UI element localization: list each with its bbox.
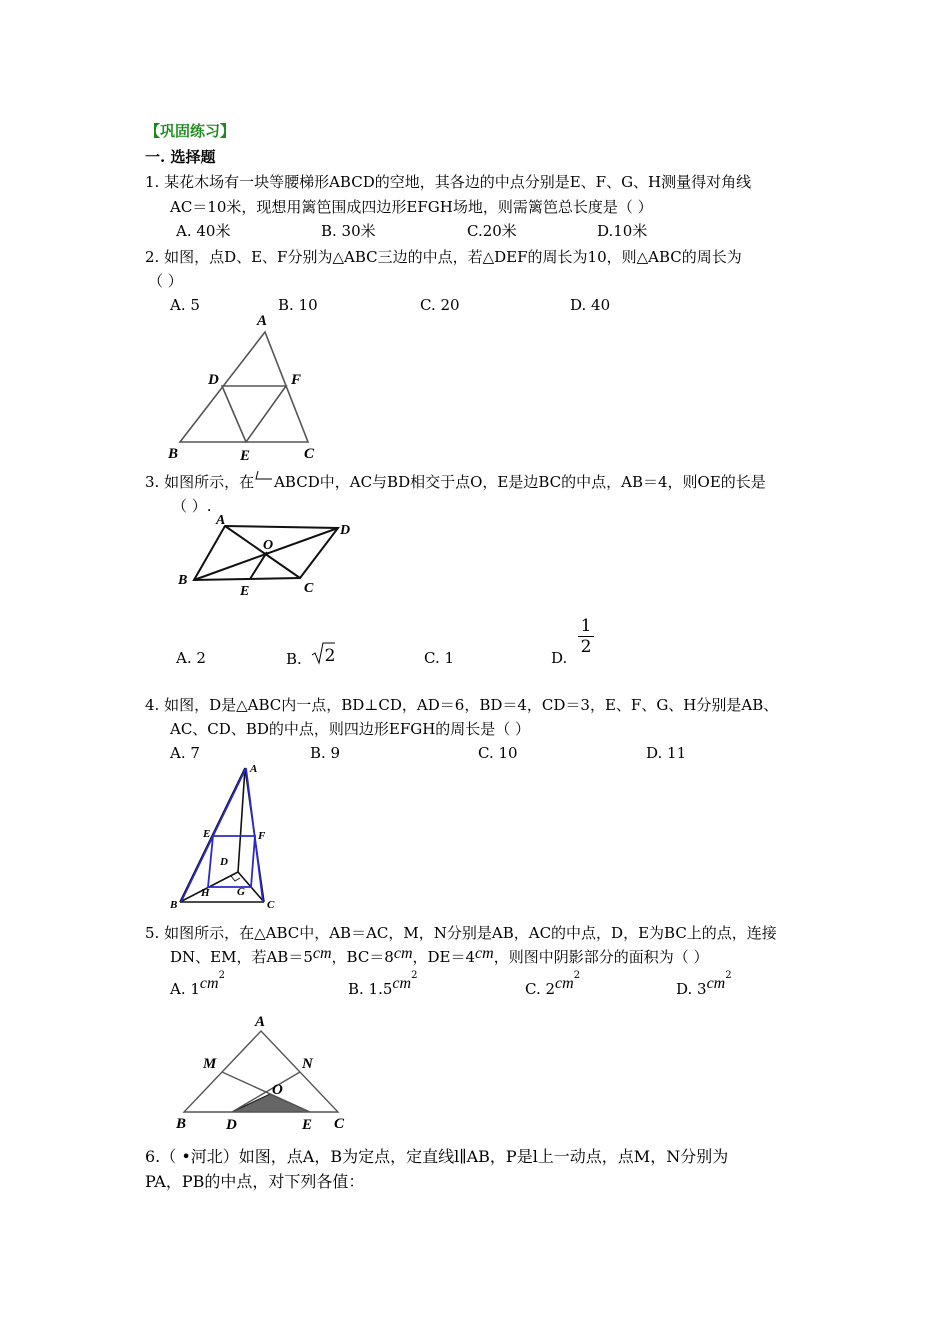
- q4-label-e: E: [203, 828, 211, 840]
- q2-label-a: A: [257, 313, 268, 329]
- q3-parallelogram-figure: [170, 508, 370, 603]
- q2-option-b: B. 10: [278, 296, 318, 314]
- q1-line2: AC＝10米，现想用篱笆围成四边形EFGH场地，则需篱笆总长度是（ ）: [170, 198, 653, 216]
- q3-option-b: B. 2: [286, 649, 323, 669]
- q5-label-e: E: [302, 1117, 313, 1133]
- q2-label-b: B: [168, 446, 179, 462]
- q5-label-n: N: [302, 1056, 313, 1072]
- q6-line2: PA，PB的中点，对下列各值：: [145, 1172, 365, 1191]
- q5-option-c: C. $2cm^2$: [525, 970, 581, 998]
- q5-option-a: A. $1cm^2$: [170, 970, 225, 998]
- q3-option-c: C. 1: [424, 649, 455, 667]
- q3-option-d: D.: [551, 649, 568, 667]
- q3-label-o: O: [263, 538, 274, 553]
- q3-label-c: C: [304, 581, 314, 596]
- section-title: 一. 选择题: [145, 148, 216, 166]
- q4-option-b: B. 9: [310, 744, 341, 762]
- q5-label-c: C: [334, 1116, 345, 1132]
- q5-label-b: B: [176, 1116, 187, 1132]
- q4-label-d: D: [220, 856, 228, 868]
- q5-triangle-figure: [170, 1010, 360, 1135]
- q2-line2: （ ）: [148, 272, 183, 290]
- sqrt-two: 2: [313, 649, 324, 669]
- q4-option-c: C. 10: [478, 744, 518, 762]
- q4-option-d: D. 11: [646, 744, 687, 762]
- q3-label-e: E: [240, 584, 250, 599]
- q1-option-c: C.20米: [467, 222, 517, 240]
- q3-label-b: B: [178, 573, 188, 588]
- q1-line1: 1. 某花木场有一块等腰梯形ABCD的空地，其各边的中点分别是E、F、G、H测量得对角线: [145, 173, 752, 191]
- q5-label-m: M: [203, 1056, 217, 1072]
- q6-line1: 6.（ •河北）如图，点A，B为定点，定直线l∥AB，P是l上一动点，点M，N分别为: [145, 1147, 729, 1166]
- q5-line1: 5. 如图所示，在△ABC中，AB＝AC，M，N分别是AB，AC的中点，D，E为BC上的点，连接: [145, 924, 777, 942]
- q2-line1: 2. 如图，点D、E、F分别为△ABC三边的中点，若△DEF的周长为10，则△ABC的周长为: [145, 248, 742, 266]
- q2-triangle-figure: [160, 308, 330, 463]
- q5-label-o: O: [272, 1082, 283, 1098]
- q5-option-d: D. $3cm^2$: [676, 970, 732, 998]
- q5-option-b: B. $1.5cm^2$: [348, 970, 418, 998]
- q1-option-b: B. 30米: [321, 222, 376, 240]
- fraction-one-half: 1 2: [576, 617, 596, 656]
- q4-line2: AC、CD、BD的中点，则四边形EFGH的周长是（ ）: [170, 720, 531, 738]
- parallelogram-symbol: [254, 469, 274, 483]
- q2-label-f: F: [291, 372, 302, 388]
- q3-option-a: A. 2: [176, 649, 206, 667]
- q3-label-a: A: [216, 513, 226, 528]
- q1-option-a: A. 40米: [176, 222, 231, 240]
- q4-label-b: B: [170, 899, 178, 911]
- q3-line2: （ ）.: [172, 497, 212, 515]
- q2-label-c: C: [304, 446, 315, 462]
- q2-label-e: E: [240, 448, 251, 463]
- q2-option-d: D. 40: [570, 296, 611, 314]
- q4-label-g: G: [237, 886, 245, 898]
- q4-option-a: A. 7: [170, 744, 200, 762]
- section-header: 【巩固练习】: [145, 122, 236, 140]
- q5-label-a: A: [255, 1014, 266, 1030]
- q4-label-h: H: [201, 887, 210, 899]
- q3-line1: 3. 如图所示，在 ABCD中，AC与BD相交于点O，E是边BC的中点，AB＝4，则OE的长是: [145, 471, 766, 492]
- q4-label-a: A: [250, 763, 258, 775]
- q3-label-d: D: [340, 523, 351, 538]
- q4-label-f: F: [258, 830, 266, 842]
- q4-label-c: C: [267, 899, 275, 911]
- q4-line1: 4. 如图，D是△ABC内一点，BD⊥CD，AD＝6，BD＝4，CD＝3，E、F、G、H分别是AB、: [145, 696, 779, 714]
- q2-label-d: D: [208, 372, 219, 388]
- q5-label-d: D: [226, 1117, 237, 1133]
- q5-line2: DN、EM，若AB＝5cm，BC＝8cm，DE＝4cm，则图中阴影部分的面积为（ ）: [170, 945, 709, 966]
- q1-option-d: D.10米: [597, 222, 648, 240]
- q2-option-c: C. 20: [420, 296, 460, 314]
- q2-option-a: A. 5: [170, 296, 200, 314]
- q4-triangle-figure: [160, 758, 290, 913]
